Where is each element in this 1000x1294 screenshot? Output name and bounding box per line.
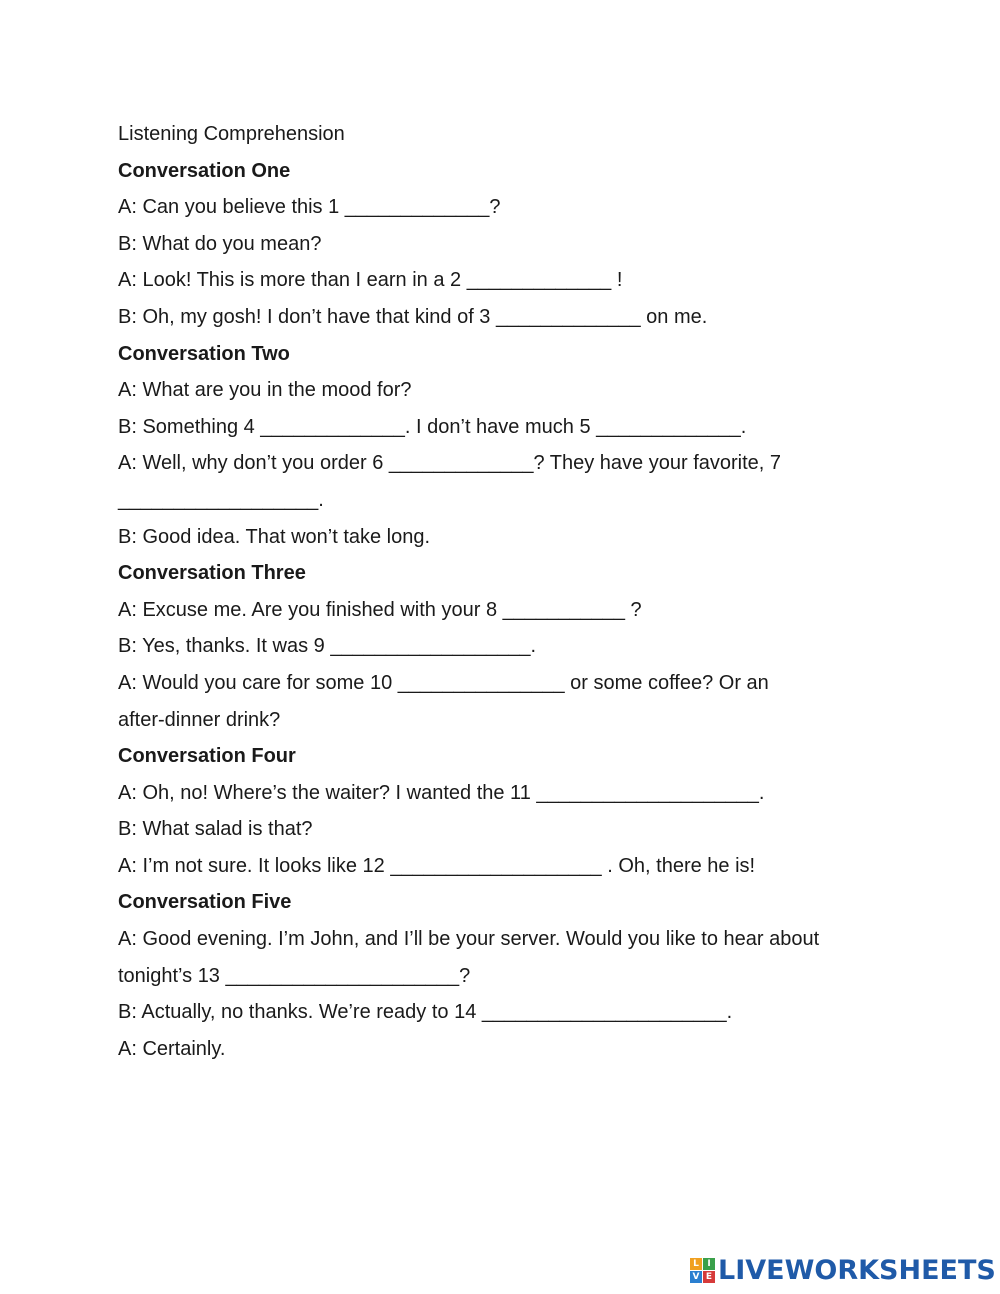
dialogue-line: A: What are you in the mood for? [118,379,412,402]
liveworksheets-logo-mark [690,1258,715,1283]
dialogue-line: tonight’s 13 _____________________? [118,964,471,987]
logo-mark-tile: I [703,1258,715,1270]
dialogue-line: B: Actually, no thanks. We’re ready to 14 ______________________. [118,1001,733,1024]
dialogue-line: A: I’m not sure. It looks like 12 ___________________ . Oh, there he is! [118,854,756,877]
dialogue-line: A: Can you believe this 1 _____________? [118,196,501,219]
liveworksheets-logo [690,1254,996,1286]
dialogue-line: after-dinner drink? [118,708,281,731]
logo-mark-tile: V [690,1271,702,1283]
conversation-heading: Conversation Five [118,891,292,914]
dialogue-line: A: Good evening. I’m John, and I’ll be your server. Would you like to hear about [118,928,820,951]
dialogue-line: B: Something 4 _____________. I don’t have much 5 _____________. [118,415,747,438]
liveworksheets-logo-text: LIVEWORKSHEETS [718,1254,996,1286]
dialogue-line: B: Good idea. That won’t take long. [118,525,431,548]
dialogue-line: __________________. [118,488,324,511]
dialogue-line: A: Certainly. [118,1037,226,1060]
conversation-heading: Conversation Three [118,562,306,585]
conversation-heading: Conversation Four [118,745,296,768]
dialogue-line: A: Well, why don’t you order 6 _____________? They have your favorite, 7 [118,452,782,475]
dialogue-line: A: Oh, no! Where’s the waiter? I wanted the 11 ____________________. [118,781,765,804]
logo-mark-tile: E [703,1271,715,1283]
dialogue-line: B: Yes, thanks. It was 9 __________________. [118,635,537,658]
logo-mark-tile: L [690,1258,702,1270]
conversation-heading: Conversation Two [118,342,290,365]
dialogue-line: A: Excuse me. Are you finished with your 8 ___________ ? [118,598,642,621]
conversation-heading: Conversation One [118,159,291,182]
worksheet-lines [118,153,898,1068]
dialogue-line: B: Oh, my gosh! I don’t have that kind of 3 _____________ on me. [118,305,708,328]
dialogue-line: B: What salad is that? [118,818,313,841]
dialogue-line: A: Look! This is more than I earn in a 2 _____________ ! [118,269,623,292]
worksheet [118,116,898,1067]
worksheet-title: Listening Comprehension [118,123,345,145]
dialogue-line: B: What do you mean? [118,232,322,255]
dialogue-line: A: Would you care for some 10 _______________ or some coffee? Or an [118,671,769,694]
